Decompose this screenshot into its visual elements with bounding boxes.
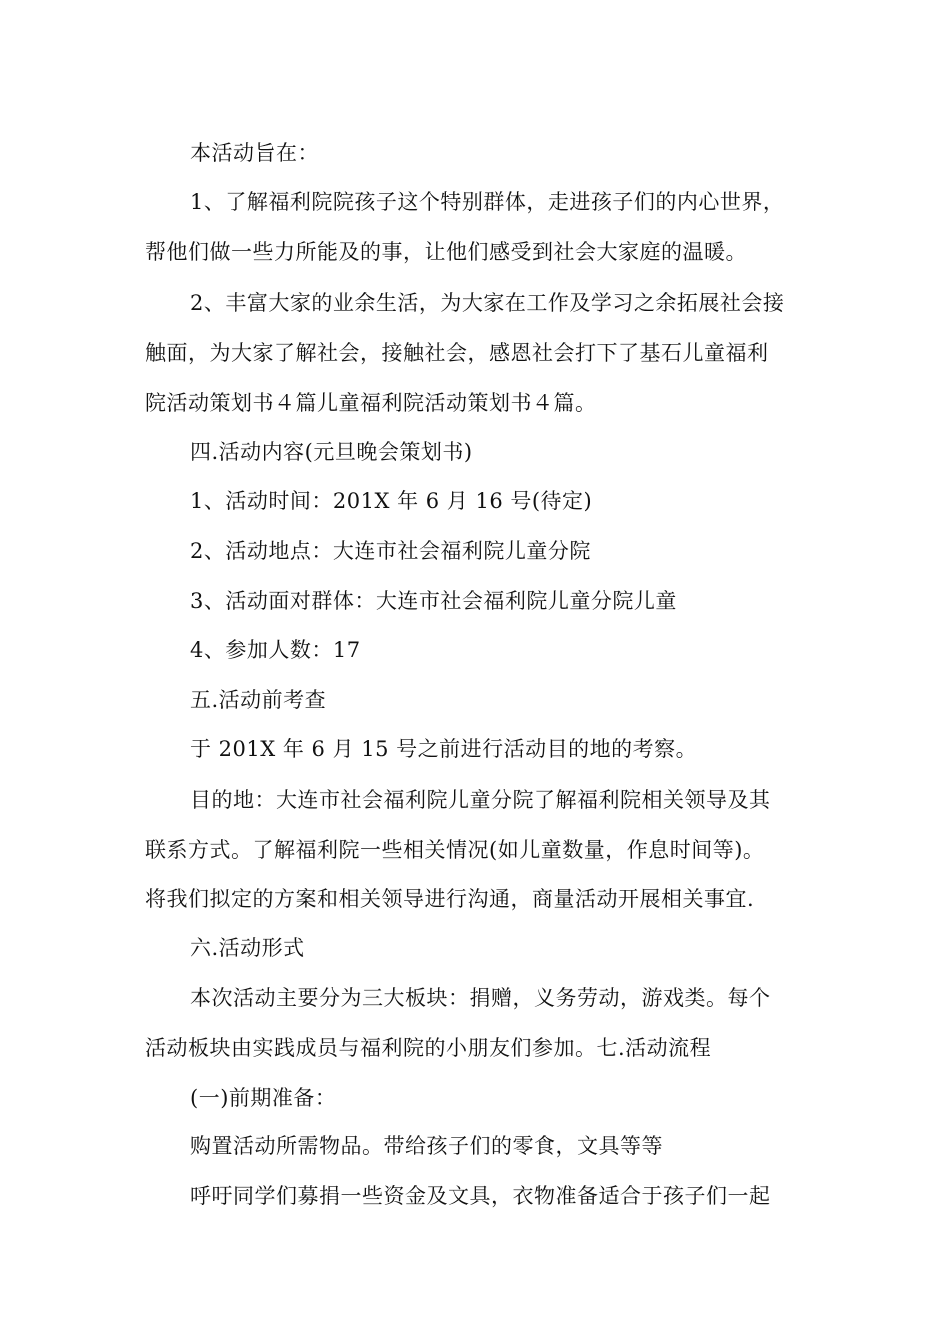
subsection-heading: (一)前期准备：	[190, 1086, 337, 1110]
paragraph-line: 联系方式。了解福利院一些相关情况(如儿童数量，作息时间等)。	[145, 838, 765, 862]
list-item: 2、活动地点：大连市社会福利院儿童分院	[190, 539, 591, 563]
list-item: 4、参加人数：17	[190, 638, 361, 662]
paragraph-line: 1、了解福利院院孩子这个特别群体，走进孩子们的内心世界，	[190, 190, 785, 214]
paragraph-line: 帮他们做一些力所能及的事，让他们感受到社会大家庭的温暖。	[145, 240, 747, 264]
list-item: 3、活动面对群体：大连市社会福利院儿童分院儿童	[190, 589, 677, 613]
section-heading: 六.活动形式	[190, 936, 305, 960]
paragraph-line: 本次活动主要分为三大板块：捐赠，义务劳动，游戏类。每个	[190, 986, 771, 1010]
paragraph-line: 2、丰富大家的业余生活，为大家在工作及学习之余拓展社会接	[190, 291, 785, 315]
paragraph-line: 购置活动所需物品。带给孩子们的零食，文具等等	[190, 1134, 663, 1158]
list-item: 1、活动时间：201X 年 6 月 16 号(待定)	[190, 489, 593, 513]
paragraph-line: 于 201X 年 6 月 15 号之前进行活动目的地的考察。	[190, 737, 698, 761]
paragraph-line: 将我们拟定的方案和相关领导进行沟通，商量活动开展相关事宜.	[145, 887, 755, 911]
paragraph-intro: 本活动旨在：	[190, 141, 319, 165]
section-heading: 五.活动前考查	[190, 688, 327, 712]
paragraph-line: 呼吁同学们募捐一些资金及文具，衣物准备适合于孩子们一起	[190, 1184, 771, 1208]
section-heading: 四.活动内容(元旦晚会策划书)	[190, 440, 473, 464]
paragraph-line: 活动板块由实践成员与福利院的小朋友们参加。七.活动流程	[145, 1036, 712, 1060]
paragraph-line: 触面，为大家了解社会，接触社会，感恩社会打下了基石儿童福利	[145, 341, 769, 365]
paragraph-line: 院活动策划书４篇儿童福利院活动策划书４篇。	[145, 391, 597, 415]
paragraph-line: 目的地：大连市社会福利院儿童分院了解福利院相关领导及其	[190, 788, 771, 812]
